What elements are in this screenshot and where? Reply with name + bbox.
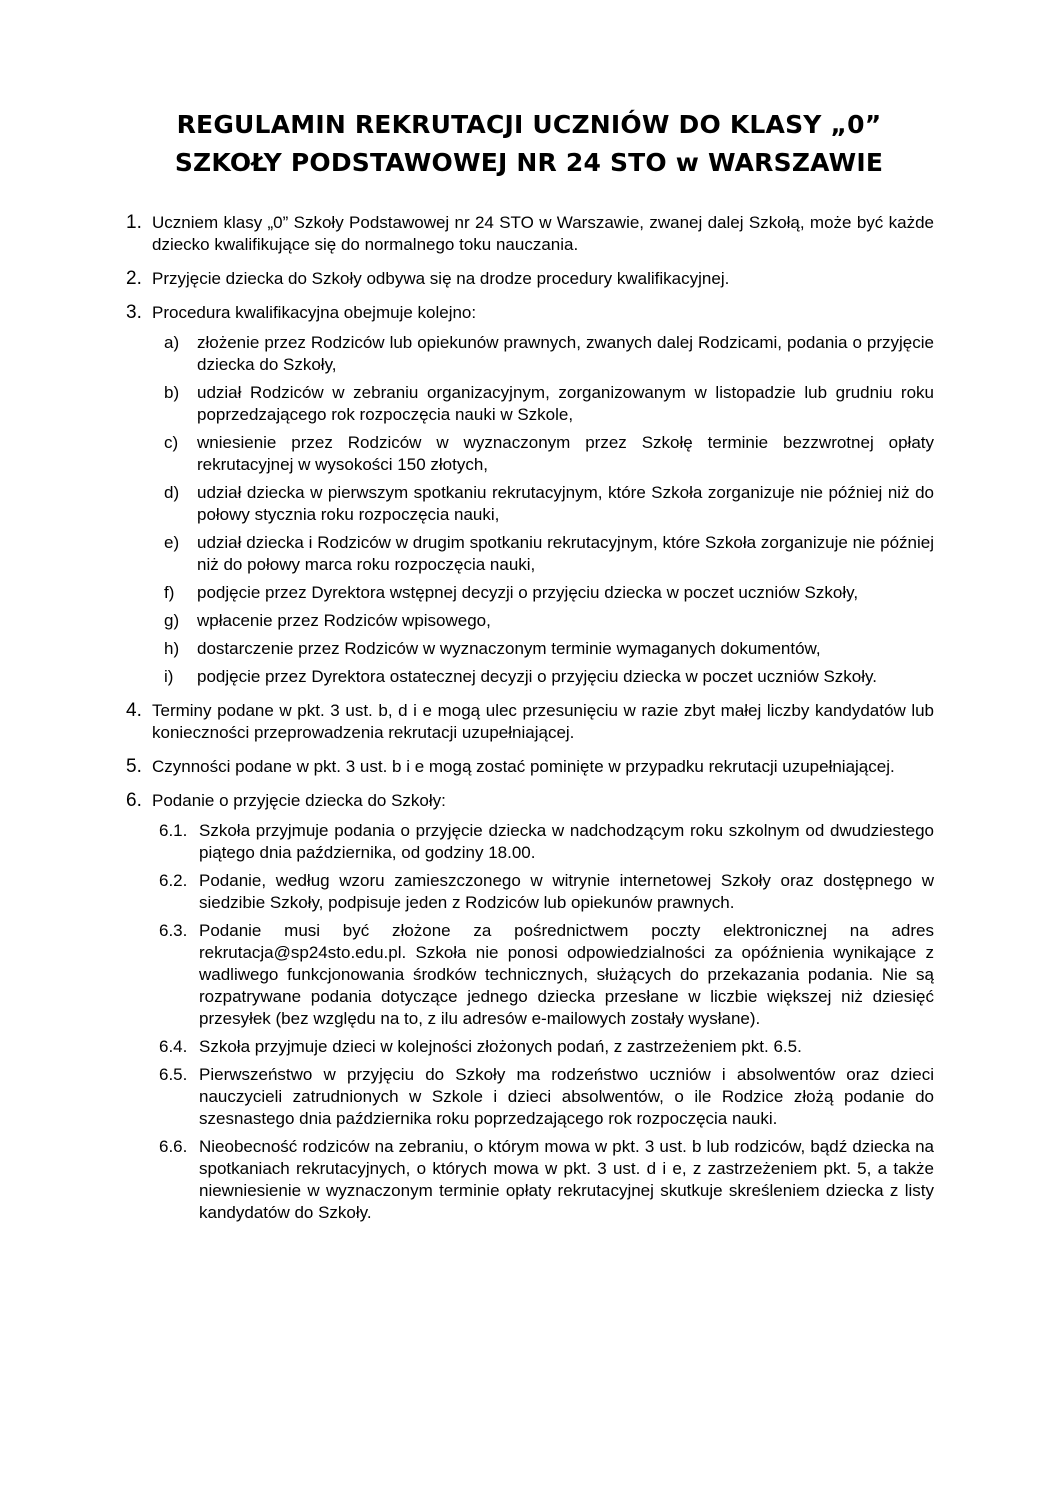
section-6 <box>124 790 934 812</box>
list-item-text: podjęcie przez Dyrektora wstępnej decyzji o przyjęciu dziecka w poczet uczniów Szkoły, <box>197 583 859 602</box>
list-item <box>124 582 934 604</box>
list-item-label: g) <box>164 611 180 630</box>
section-text: Przyjęcie dziecka do Szkoły odbywa się na drodze procedury kwalifikacyjnej. <box>152 269 730 288</box>
list-item-label: a) <box>164 333 180 352</box>
list-item-label: c) <box>164 433 179 452</box>
list-item-label: i) <box>164 667 174 686</box>
subpoint-label: 6.5. <box>159 1065 188 1084</box>
list-item-text: dostarczenie przez Rodziców w wyznaczonym terminie wymaganych dokumentów, <box>197 639 821 658</box>
document-title <box>124 106 934 182</box>
list-item <box>124 382 934 426</box>
list-item <box>124 610 934 632</box>
list-item-text: wpłacenie przez Rodziców wpisowego, <box>197 611 491 630</box>
subpoint-text: Podanie musi być złożone za pośrednictwem poczty elektronicznej na adres rekrutacja@sp24sto.edu.pl. Szkoła nie ponosi odpowiedzialności za opóźnienia wynikające z wadliwego funkcjonowania środków technicznych, służących do przekazania podania. Nie są rozpatrywane podania dotyczące jednego dziecka przesłane w liczbie większej niż dziesięć przesyłek (bez względu na to, z ilu adresów e-mailowych zostały wysłane). <box>199 921 934 1028</box>
subpoint-label: 6.6. <box>159 1137 188 1156</box>
section-number: 6. <box>126 790 142 811</box>
subpoint <box>124 1136 934 1224</box>
section-number: 4. <box>126 700 142 721</box>
list-item-text: udział dziecka i Rodziców w drugim spotkaniu rekrutacyjnym, które Szkoła zorganizuje nie później niż do połowy marca roku rozpoczęcia nauki, <box>197 533 934 574</box>
list-item-label: f) <box>164 583 175 602</box>
section-text: Uczniem klasy „0” Szkoły Podstawowej nr 24 STO w Warszawie, zwanej dalej Szkołą, może być każde dziecko kwalifikujące się do normalnego toku nauczania. <box>152 213 934 254</box>
section-text: Procedura kwalifikacyjna obejmuje kolejno: <box>152 303 477 322</box>
title-line-1: REGULAMIN REKRUTACJI UCZNIÓW DO KLASY „0” <box>176 110 882 139</box>
subpoint-text: Podanie, według wzoru zamieszczonego w witrynie internetowej Szkoły oraz dostępnego w siedzibie Szkoły, podpisuje jeden z Rodziców lub opiekunów prawnych. <box>199 871 934 912</box>
subpoint-label: 6.4. <box>159 1037 188 1056</box>
list-item <box>124 532 934 576</box>
section-text: Podanie o przyjęcie dziecka do Szkoły: <box>152 791 446 810</box>
section-1 <box>124 212 934 256</box>
subpoint-label: 6.2. <box>159 871 188 890</box>
subpoint <box>124 870 934 914</box>
list-item-label: d) <box>164 483 180 502</box>
list-item-text: udział dziecka w pierwszym spotkaniu rekrutacyjnym, które Szkoła zorganizuje nie później niż do połowy stycznia roku rozpoczęcia nauki, <box>197 483 934 524</box>
list-item <box>124 332 934 376</box>
list-item-text: złożenie przez Rodziców lub opiekunów prawnych, zwanych dalej Rodzicami, podania o przyjęcie dziecka do Szkoły, <box>197 333 934 374</box>
subpoint <box>124 1064 934 1130</box>
subpoint <box>124 920 934 1030</box>
subpoint-label: 6.3. <box>159 921 188 940</box>
subpoint-text: Szkoła przyjmuje podania o przyjęcie dziecka w nadchodzącym roku szkolnym od dwudziestego piątego dnia października, od godziny 18.00. <box>199 821 934 862</box>
subpoint-text: Szkoła przyjmuje dzieci w kolejności złożonych podań, z zastrzeżeniem pkt. 6.5. <box>199 1037 802 1056</box>
list-item <box>124 432 934 476</box>
list-item-text: wniesienie przez Rodziców w wyznaczonym przez Szkołę terminie bezzwrotnej opłaty rekrutacyjnej w wysokości 150 złotych, <box>197 433 934 474</box>
list-item <box>124 638 934 660</box>
subpoint <box>124 820 934 864</box>
list-item-text: udział Rodziców w zebraniu organizacyjnym, zorganizowanym w listopadzie lub grudniu roku poprzedzającego rok rozpoczęcia nauki w Szkole, <box>197 383 934 424</box>
section-4 <box>124 700 934 744</box>
list-item <box>124 666 934 688</box>
list-item-label: b) <box>164 383 180 402</box>
section-number: 5. <box>126 756 142 777</box>
title-line-2: SZKOŁY PODSTAWOWEJ NR 24 STO w WARSZAWIE <box>174 148 884 177</box>
list-item <box>124 482 934 526</box>
section-number: 1. <box>126 212 142 233</box>
section-3-items <box>124 332 934 688</box>
section-number: 2. <box>126 268 142 289</box>
list-item-label: e) <box>164 533 180 552</box>
section-6-subpoints <box>124 820 934 1224</box>
section-number: 3. <box>126 302 142 323</box>
subpoint-text: Pierwszeństwo w przyjęciu do Szkoły ma rodzeństwo uczniów i absolwentów oraz dzieci nauczycieli zatrudnionych w Szkole i dzieci absolwentów, o ile Rodzice złożą podanie do szesnastego dnia października roku poprzedzającego rok rozpoczęcia nauki. <box>199 1065 934 1128</box>
list-item-label: h) <box>164 639 180 658</box>
section-2 <box>124 268 934 290</box>
list-item-text: podjęcie przez Dyrektora ostatecznej decyzji o przyjęciu dziecka w poczet uczniów Szkoły. <box>197 667 877 686</box>
section-text: Czynności podane w pkt. 3 ust. b i e mogą zostać pominięte w przypadku rekrutacji uzupełniającej. <box>152 757 895 776</box>
section-3 <box>124 302 934 324</box>
subpoint-text: Nieobecność rodziców na zebraniu, o którym mowa w pkt. 3 ust. b lub rodziców, bądź dziecka na spotkaniach rekrutacyjnych, o których mowa w pkt. 3 ust. d i e, z zastrzeżeniem pkt. 5, a także niewniesienie w wyznaczonym terminie opłaty rekrutacyjnej skutkuje skreśleniem dziecka z listy kandydatów do Szkoły. <box>199 1137 934 1222</box>
subpoint-label: 6.1. <box>159 821 188 840</box>
section-5 <box>124 756 934 778</box>
subpoint <box>124 1036 934 1058</box>
section-text: Terminy podane w pkt. 3 ust. b, d i e mogą ulec przesunięciu w razie zbyt małej liczby kandydatów lub konieczności przeprowadzenia rekrutacji uzupełniającej. <box>152 701 934 742</box>
